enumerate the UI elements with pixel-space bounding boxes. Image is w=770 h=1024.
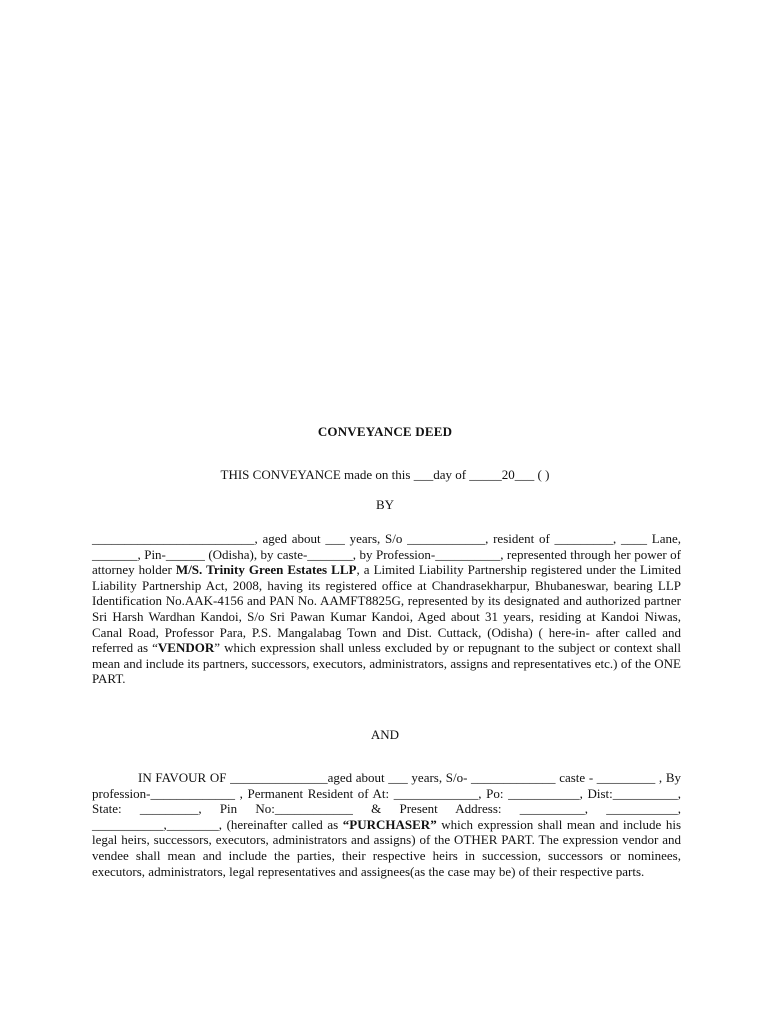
purchaser-term: “PURCHASER” [342, 816, 437, 832]
purchaser-text-2: which expression shall mean and include his legal heirs, successors, executors, administrators and assigns) of the OTHER PART. The expression vendor and vendee shall mean and include the parties, their respective heirs in succession, successors or nominees, executors, administrators, legal representatives and assignees(as the case may be) of their respective parts. [92, 816, 682, 879]
vendor-text-1: _________________________, aged about ___ years, S/o ____________, resident of _________, ____ Lane, _______, Pin-______ (Odisha), by caste-_______, by Profession-__________, represented through her power of attorney holder [92, 531, 681, 578]
and-heading: AND [370, 727, 400, 742]
document-title: CONVEYANCE DEED [317, 424, 453, 439]
vendor-term: VENDOR [157, 640, 215, 656]
vendor-firm-name: M/S. Trinity Green Estates LLP [175, 562, 357, 578]
purchaser-text-1: IN FAVOUR OF _______________aged about ___ years, S/o- _____________ caste - _________ , By profession-_____________ , Permanent Resident of At: _____________, Po: ___________, Dist:__________, State: _________, Pin No:____________ & Present Address: __________, ___________, ___________,________, (hereinafter called as [92, 770, 681, 832]
conveyance-date-line: THIS CONVEYANCE made on this ___day of _____20___ ( ) [220, 467, 550, 482]
by-heading: BY [375, 497, 395, 512]
vendor-paragraph [92, 531, 681, 687]
purchaser-paragraph [92, 770, 681, 879]
vendor-text-2: , a Limited Liability Partnership registered under the Limited Liability Partnership Act, 2008, having its registered office at Chandrasekharpur, Bhubaneswar, bearing LLP Identification No.AAK-4156 and PAN No. AAMFT8825G, represented by its designated and authorized partner Sri Harsh Wardhan Kandoi, S/o Sri Pawan Kumar Kandoi, Aged about 31 years, residing at Kandoi Niwas, Canal Road, Professor Para, P.S. Mangalabag Town and Dist. Cuttack, (Odisha) ( here-in- after called and referred as “ [92, 562, 681, 656]
vendor-text-3: ” which expression shall unless excluded by or repugnant to the subject or context shall mean and include its partners, successors, executors, administrators, assigns and representatives etc.) of the ONE PART. [92, 640, 681, 687]
